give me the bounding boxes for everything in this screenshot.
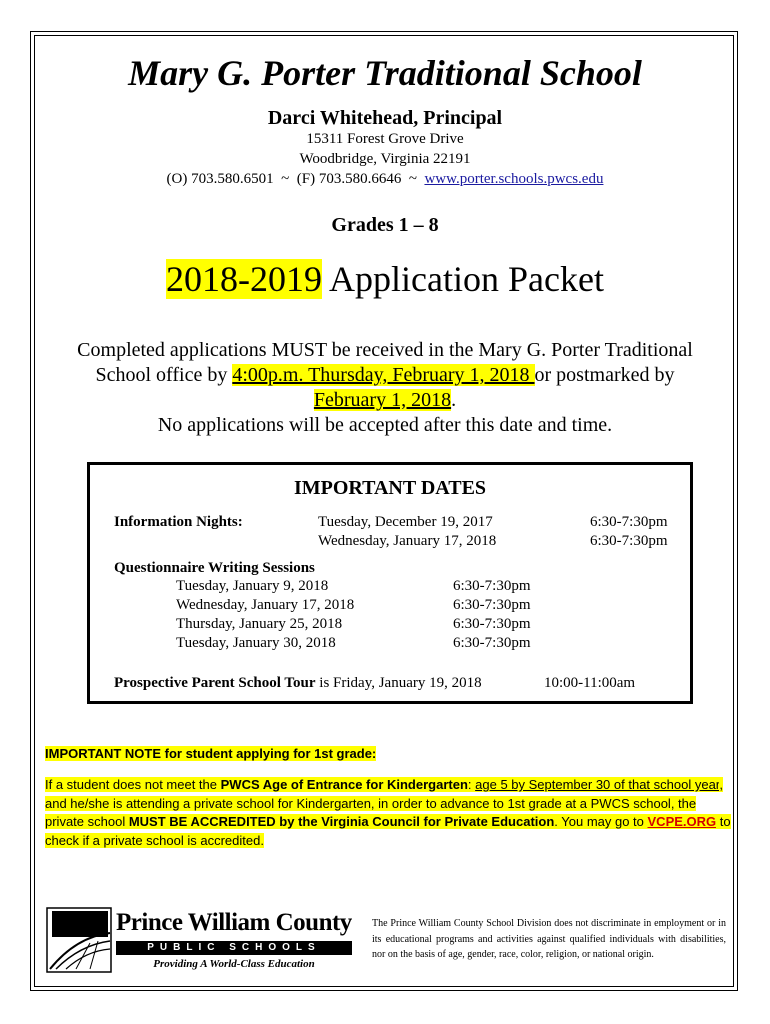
note-text-2: : bbox=[467, 777, 476, 792]
info-night-time: 6:30-7:30pm bbox=[590, 514, 668, 530]
packet-year: 2018-2019 bbox=[166, 259, 323, 299]
notice-text-1: Completed applications MUST be received in the Mary G. Porter Traditional School office by bbox=[77, 339, 693, 386]
address-street: 15311 Forest Grove Drive bbox=[306, 131, 464, 147]
session-date: Wednesday, January 17, 2018 bbox=[176, 597, 355, 613]
note-age-detail: age 5 by September 30 of that school year bbox=[475, 777, 720, 792]
logo-subtitle: PUBLIC SCHOOLS bbox=[116, 941, 352, 955]
note-text-5: to check if a private school is accredited. bbox=[45, 814, 731, 848]
packet-title-text: Application Packet bbox=[329, 259, 604, 299]
note-body bbox=[45, 776, 735, 850]
pwcs-logo bbox=[46, 907, 352, 977]
notice-text-3: . bbox=[451, 389, 457, 411]
vcpe-link[interactable]: VCPE.ORG bbox=[647, 814, 717, 829]
note-age-rule: PWCS Age of Entrance for Kindergarten bbox=[220, 777, 468, 792]
note-accredit: MUST BE ACCREDITED by the Virginia Council for Private Education bbox=[128, 814, 555, 829]
website-link[interactable]: www.porter.schools.pwcs.edu bbox=[424, 171, 604, 187]
pwcs-globe-icon bbox=[46, 907, 112, 973]
logo-name: Prince William County bbox=[116, 909, 352, 936]
note-text-3: , and he/she is attending a private school for Kindergarten, in order to advance to 1st grade at a PWCS school, the private school bbox=[45, 777, 724, 829]
session-time: 6:30-7:30pm bbox=[453, 635, 531, 651]
notice-no-late: No applications will be accepted after this date and time. bbox=[157, 414, 613, 436]
tour-time: 10:00-11:00am bbox=[544, 675, 636, 691]
tour-line bbox=[114, 675, 482, 692]
sessions-label: Questionnaire Writing Sessions bbox=[114, 560, 315, 576]
info-nights-label: Information Nights: bbox=[114, 514, 243, 530]
separator: ~ bbox=[408, 171, 417, 187]
address-city: Woodbridge, Virginia 22191 bbox=[299, 151, 471, 167]
session-time: 6:30-7:30pm bbox=[453, 578, 531, 594]
deadline-time: 4:00p.m. Thursday, February 1, 2018 bbox=[232, 364, 535, 386]
session-date: Tuesday, January 30, 2018 bbox=[176, 635, 336, 651]
packet-title bbox=[0, 258, 770, 300]
office-phone: (O) 703.580.6501 bbox=[166, 171, 274, 187]
principal-name: Darci Whitehead, Principal bbox=[267, 107, 503, 129]
info-night-time: 6:30-7:30pm bbox=[590, 533, 668, 549]
postmark-date: February 1, 2018 bbox=[313, 389, 452, 411]
tour-date: is Friday, January 19, 2018 bbox=[315, 675, 482, 691]
session-date: Thursday, January 25, 2018 bbox=[176, 616, 343, 632]
tour-label: Prospective Parent School Tour bbox=[114, 675, 316, 691]
important-dates-title: IMPORTANT DATES bbox=[293, 477, 487, 499]
school-name: Mary G. Porter Traditional School bbox=[128, 53, 642, 93]
info-night-date: Tuesday, December 19, 2017 bbox=[318, 514, 493, 530]
logo-tagline: Providing A World-Class Education bbox=[153, 958, 315, 970]
contact-line bbox=[0, 171, 770, 188]
fax-phone: (F) 703.580.6646 bbox=[296, 171, 402, 187]
grades-heading: Grades 1 – 8 bbox=[331, 214, 439, 236]
session-time: 6:30-7:30pm bbox=[453, 616, 531, 632]
session-time: 6:30-7:30pm bbox=[453, 597, 531, 613]
note-text-4: . You may go to bbox=[554, 814, 648, 829]
nondiscrimination-statement: The Prince William County School Division does not discriminate in employment or in its educational programs and activities against qualified individuals with disabilities, nor on the basis of age, gender, race, color, religion, or national origin. bbox=[372, 918, 726, 960]
deadline-notice bbox=[60, 338, 710, 438]
separator: ~ bbox=[281, 171, 290, 187]
important-dates-box bbox=[87, 462, 693, 704]
session-date: Tuesday, January 9, 2018 bbox=[176, 578, 329, 594]
info-night-date: Wednesday, January 17, 2018 bbox=[318, 533, 497, 549]
note-title: IMPORTANT NOTE for student applying for 1st grade: bbox=[45, 746, 377, 761]
note-text-1: If a student does not meet the bbox=[45, 777, 221, 792]
notice-text-2: or postmarked by bbox=[534, 364, 675, 386]
